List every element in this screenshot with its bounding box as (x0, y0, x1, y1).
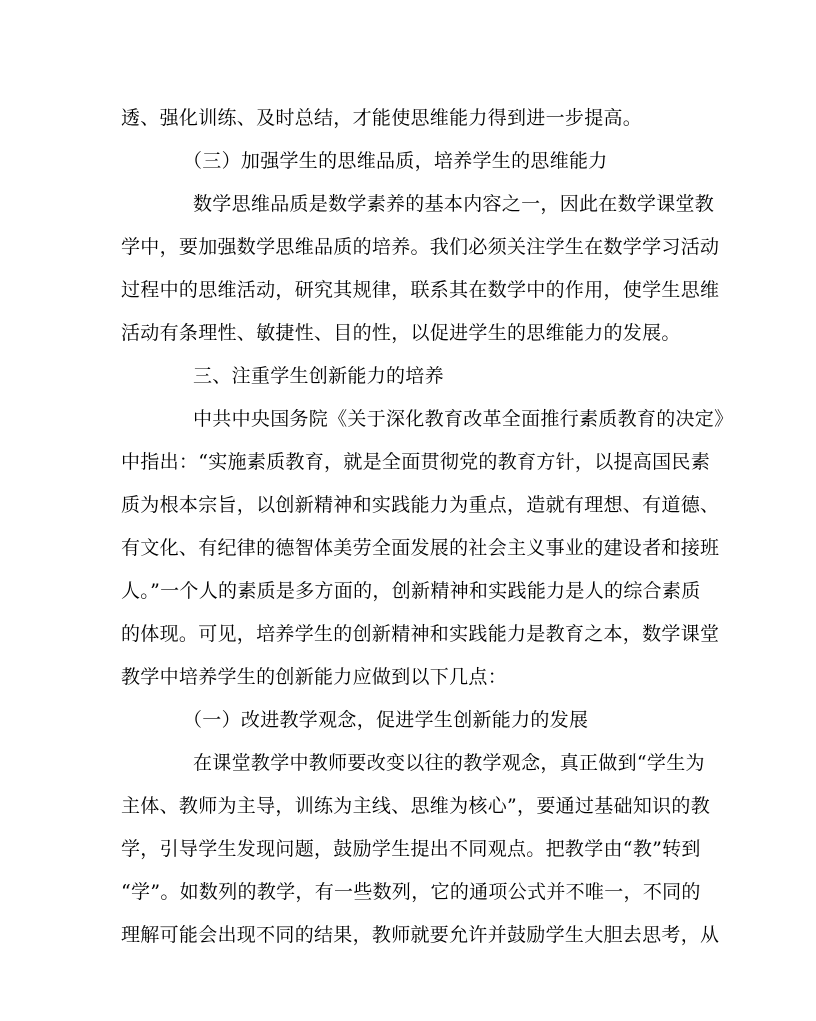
text-line: 在课堂教学中教师要改变以往的教学观念，真正做到“学生为 (193, 752, 705, 774)
text-line: 中指出：“实施素质教育，就是全面贯彻党的教育方针，以提高国民素 (121, 451, 711, 473)
text-line: 的体现。可见，培养学生的创新精神和实践能力是教育之本，数学课堂 (121, 623, 720, 645)
text-line: 质为根本宗旨，以创新精神和实践能力为重点，造就有理想、有道德、 (121, 494, 720, 516)
section-heading: （一）改进教学观念，促进学生创新能力的发展 (183, 709, 589, 731)
text-line: “学”。如数列的教学，有一些数列，它的通项公式并不唯一，不同的 (121, 881, 701, 903)
text-line: 有文化、有纪律的德智体美劳全面发展的社会主义事业的建设者和接班 (121, 537, 720, 559)
text-line: 主体、教师为主导，训练为主线、思维为核心”，要通过基础知识的教 (121, 795, 711, 817)
text-line: 学中，要加强数学思维品质的培养。我们必须关注学生在数学学习活动 (121, 236, 720, 258)
text-line: 数学思维品质是数学素养的基本内容之一，因此在数学课堂教 (193, 193, 715, 215)
section-heading: （三）加强学生的思维品质，培养学生的思维能力 (183, 150, 608, 172)
text-line: 透、强化训练、及时总结，才能使思维能力得到进一步提高。 (121, 107, 643, 129)
text-line: 活动有条理性、敏捷性、目的性，以促进学生的思维能力的发展。 (121, 322, 681, 344)
text-line: 过程中的思维活动，研究其规律，联系其在数学中的作用，使学生思维 (121, 279, 720, 301)
text-line: 人。”一个人的素质是多方面的，创新精神和实践能力是人的综合素质 (121, 580, 701, 602)
text-line: 教学中培养学生的创新能力应做到以下几点： (121, 666, 508, 688)
section-heading: 三、注重学生创新能力的培养 (193, 365, 444, 387)
text-line: 理解可能会出现不同的结果，教师就要允许并鼓励学生大胆去思考，从 (121, 924, 720, 946)
text-line: 中共中央国务院《关于深化教育改革全面推行素质教育的决定》 (193, 408, 734, 430)
text-line: 学，引导学生发现问题，鼓励学生提出不同观点。把教学由“教”转到 (121, 838, 701, 860)
